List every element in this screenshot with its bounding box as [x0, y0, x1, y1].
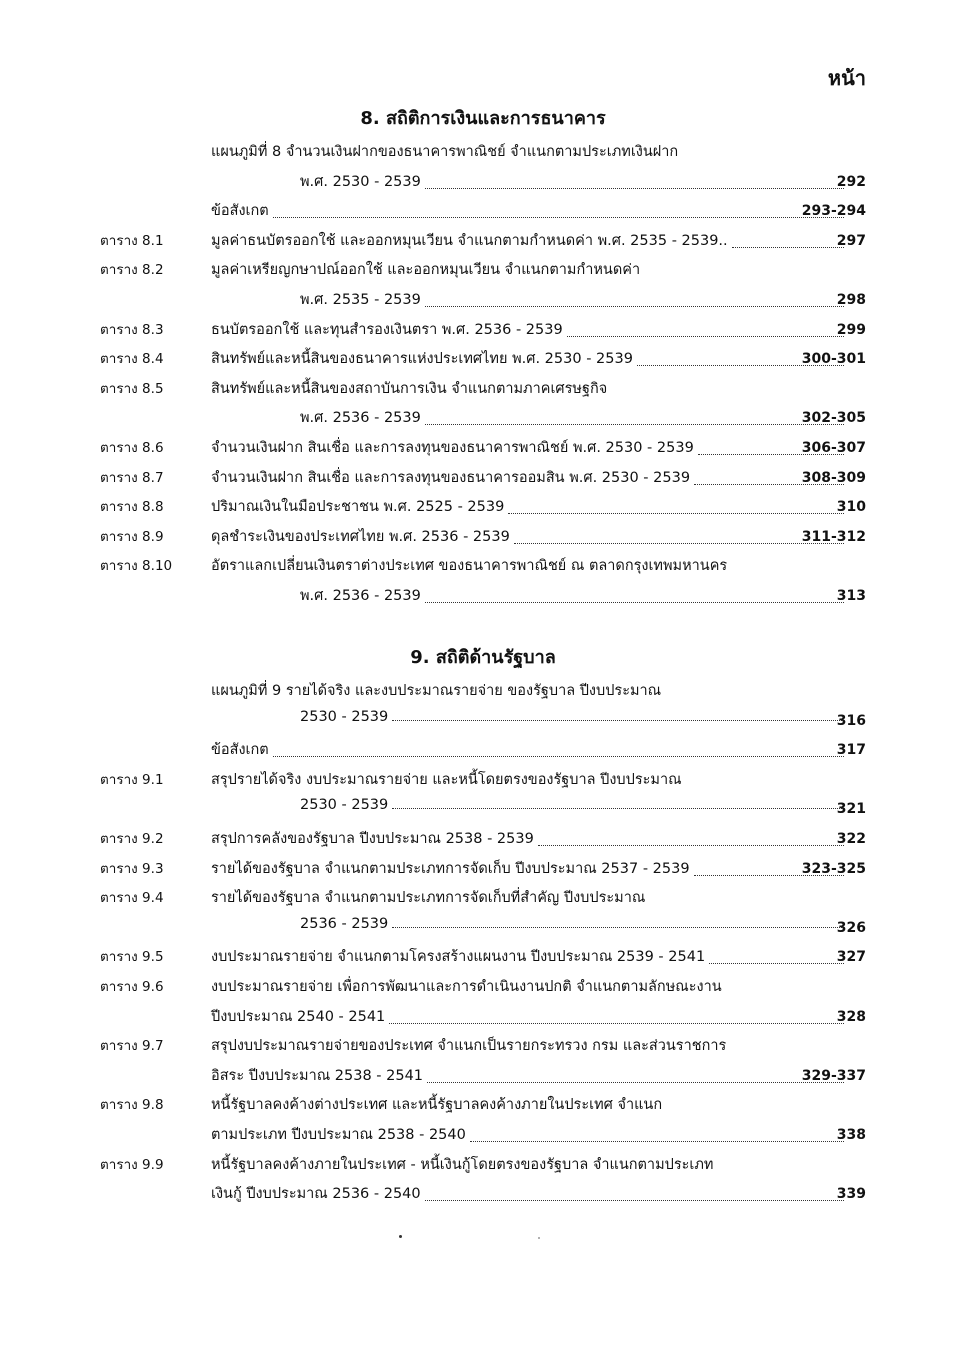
entry-page-number: 310	[836, 499, 866, 516]
entry-text	[211, 679, 848, 702]
page-column-label: หน้า	[827, 66, 866, 90]
entry-code: ตาราง 8.9	[100, 528, 164, 545]
toc-entry	[0, 1176, 966, 1206]
entry-title: สินทรัพย์และหนี้สินของธนาคารแห่งประเทศไทย พ.ศ. 2530 - 2539	[211, 351, 633, 368]
entry-title: สรุปรายได้จริง งบประมาณรายจ่าย และหนี้โดยตรงของรัฐบาล ปีงบประมาณ	[211, 771, 682, 788]
entry-page-number: 308-309	[801, 469, 866, 486]
entry-text	[211, 1182, 848, 1205]
entry-code: ตาราง 9.9	[100, 1156, 164, 1173]
toc-entry	[0, 999, 966, 1029]
entry-title: มูลค่าธนบัตรออกใช้ และออกหมุนเวียน จำแนกตามกำหนดค่า พ.ศ. 2535 - 2539..	[211, 232, 728, 249]
entry-title: ปีงบประมาณ 2540 - 2541	[211, 1008, 386, 1025]
toc-entry	[0, 1058, 966, 1088]
toc-entry	[0, 910, 966, 940]
toc-entry	[0, 489, 966, 519]
entry-text	[211, 554, 848, 577]
entry-page-number: 339	[836, 1186, 866, 1203]
entry-page-number: 300-301	[801, 351, 866, 368]
entry-page-number: 326	[836, 919, 866, 936]
entry-text	[211, 258, 848, 281]
entry-code: ตาราง 9.8	[100, 1097, 164, 1114]
scan-dot	[399, 1235, 402, 1238]
entry-page-number: 328	[836, 1008, 866, 1025]
toc-entry	[0, 164, 966, 194]
entry-title: หนี้รัฐบาลคงค้างต่างประเทศ และหนี้รัฐบาลคงค้างภายในประเทศ จำแนก	[211, 1097, 663, 1114]
entry-code: ตาราง 9.2	[100, 830, 164, 847]
toc-entry	[0, 460, 966, 490]
toc-entry	[0, 282, 966, 312]
entry-text	[300, 288, 848, 311]
entry-text	[211, 738, 848, 761]
entry-code: ตาราง 8.10	[100, 558, 173, 575]
entry-code: ตาราง 9.4	[100, 890, 164, 907]
section-finance-banking	[0, 104, 966, 608]
entry-code: ตาราง 9.5	[100, 949, 164, 966]
entry-title: 2536 - 2539	[300, 915, 389, 932]
toc-entry	[0, 673, 966, 703]
entry-title: ข้อสังเกต	[211, 742, 269, 759]
entry-text	[211, 1005, 848, 1028]
entry-title: แผนภูมิที่ 9 รายได้จริง และงบประมาณรายจ่าย ของรัฐบาล ปีงบประมาณ	[211, 683, 662, 699]
entry-text	[211, 525, 848, 548]
entry-code: ตาราง 8.6	[100, 439, 164, 456]
entry-text	[211, 495, 848, 518]
entry-title: 2530 - 2539	[300, 797, 389, 814]
scan-dot	[538, 1237, 540, 1239]
entry-text	[211, 229, 848, 252]
entry-code: ตาราง 8.8	[100, 499, 164, 516]
toc-entry	[0, 1117, 966, 1147]
entry-title: ข้อสังเกต	[211, 203, 269, 220]
entry-page-number: 298	[836, 291, 866, 308]
toc-entry	[0, 762, 966, 792]
entry-code: ตาราง 9.1	[100, 771, 164, 788]
entry-code: ตาราง 8.1	[100, 232, 164, 249]
entry-code: ตาราง 8.2	[100, 262, 164, 279]
entry-text	[211, 827, 848, 850]
toc-entry	[0, 1147, 966, 1177]
toc-entry	[0, 193, 966, 223]
toc-entry	[0, 519, 966, 549]
entry-page-number: 297	[836, 232, 866, 249]
entry-page-number: 293-294	[801, 203, 866, 220]
entry-text	[300, 170, 848, 193]
entry-page-number: 321	[836, 801, 866, 818]
entry-text	[211, 347, 848, 370]
entry-page-number: 302-305	[801, 410, 866, 427]
entry-page-number: 317	[836, 742, 866, 759]
entry-title: สรุปการคลังของรัฐบาล ปีงบประมาณ 2538 - 2539	[211, 830, 534, 847]
entry-title: รายได้ของรัฐบาล จำแนกตามประเภทการจัดเก็บ ปีงบประมาณ 2537 - 2539	[211, 860, 690, 877]
entry-title: แผนภูมิที่ 8 จำนวนเงินฝากของธนาคารพาณิชย์ จำแนกตามประเภทเงินฝาก	[211, 144, 679, 160]
entry-title: พ.ศ. 2535 - 2539	[300, 291, 421, 308]
toc-entry	[0, 430, 966, 460]
toc-entry	[0, 341, 966, 371]
entry-code: ตาราง 8.3	[100, 321, 164, 338]
entry-code: ตาราง 8.4	[100, 351, 164, 368]
toc-list	[0, 673, 966, 1206]
entry-text	[211, 886, 848, 909]
entry-title: อัตราแลกเปลี่ยนเงินตราต่างประเทศ ของธนาคารพาณิชย์ ณ ตลาดกรุงเทพมหานคร	[211, 558, 728, 575]
entry-text	[300, 584, 848, 607]
section-government	[0, 643, 966, 1206]
entry-title: จำนวนเงินฝาก สินเชื่อ และการลงทุนของธนาคารออมสิน พ.ศ. 2530 - 2539	[211, 469, 691, 486]
toc-entry	[0, 400, 966, 430]
entry-text	[211, 1123, 848, 1146]
entry-title: พ.ศ. 2530 - 2539	[300, 173, 421, 190]
entry-title: พ.ศ. 2536 - 2539	[300, 587, 421, 604]
entry-page-number: 316	[836, 712, 866, 729]
entry-page-number: 329-337	[801, 1067, 866, 1084]
entry-text	[211, 466, 848, 489]
dot-leader	[273, 199, 844, 218]
toc-entry	[0, 223, 966, 253]
entry-text	[211, 857, 848, 880]
entry-text	[211, 377, 848, 400]
entry-title: ธนบัตรออกใช้ และทุนสำรองเงินตรา พ.ศ. 2536 - 2539	[211, 321, 563, 338]
entry-text	[211, 975, 848, 998]
toc-entry	[0, 1028, 966, 1058]
toc-list	[0, 134, 966, 608]
entry-page-number: 311-312	[801, 528, 866, 545]
toc-entry	[0, 791, 966, 821]
entry-text	[300, 797, 848, 813]
entry-text	[300, 709, 848, 725]
entry-page-number: 299	[836, 321, 866, 338]
toc-entry	[0, 732, 966, 762]
entry-title: ตามประเภท ปีงบประมาณ 2538 - 2540	[211, 1126, 466, 1143]
entry-page-number: 323-325	[801, 860, 866, 877]
entry-title: จำนวนเงินฝาก สินเชื่อ และการลงทุนของธนาคารพาณิชย์ พ.ศ. 2530 - 2539	[211, 439, 694, 456]
entry-code: ตาราง 9.6	[100, 978, 164, 995]
entry-code: ตาราง 9.7	[100, 1038, 164, 1055]
toc-entry	[0, 939, 966, 969]
entry-page-number: 338	[836, 1126, 866, 1143]
entry-code: ตาราง 8.7	[100, 469, 164, 486]
entry-code: ตาราง 8.5	[100, 380, 164, 397]
entry-title: 2530 - 2539	[300, 708, 389, 725]
toc-entry	[0, 880, 966, 910]
entry-page-number: 292	[836, 173, 866, 190]
entry-text	[300, 406, 848, 429]
entry-title: เงินกู้ ปีงบประมาณ 2536 - 2540	[211, 1186, 421, 1203]
entry-title: รายได้ของรัฐบาล จำแนกตามประเภทการจัดเก็บที่สำคัญ ปีงบประมาณ	[211, 890, 646, 907]
toc-entry	[0, 312, 966, 342]
entry-page-number: 322	[836, 830, 866, 847]
dot-leader	[273, 738, 844, 757]
entry-title: สรุปงบประมาณรายจ่ายของประเทศ จำแนกเป็นรายกระทรวง กรม และส่วนราชการ	[211, 1038, 727, 1055]
toc-entry	[0, 851, 966, 881]
toc-entry	[0, 1087, 966, 1117]
toc-entry	[0, 703, 966, 733]
entry-title: ปริมาณเงินในมือประชาชน พ.ศ. 2525 - 2539	[211, 499, 505, 516]
entry-title: งบประมาณรายจ่าย จำแนกตามโครงสร้างแผนงาน ปีงบประมาณ 2539 - 2541	[211, 949, 706, 966]
entry-text	[211, 945, 848, 968]
toc-entry	[0, 134, 966, 164]
toc-entry	[0, 548, 966, 578]
page-header	[0, 0, 966, 100]
toc-entry	[0, 578, 966, 608]
entry-title: ดุลชำระเงินของประเทศไทย พ.ศ. 2536 - 2539	[211, 528, 510, 545]
entry-title: มูลค่าเหรียญกษาปณ์ออกใช้ และออกหมุนเวียน จำแนกตามกำหนดค่า	[211, 262, 641, 279]
entry-text	[211, 1153, 848, 1176]
section-title: 8. สถิติการเงินและการธนาคาร	[360, 108, 606, 129]
entry-title: งบประมาณรายจ่าย เพื่อการพัฒนาและการดำเนินงานปกติ จำแนกตามลักษณะงาน	[211, 978, 722, 995]
entry-text	[211, 199, 848, 222]
entry-title: หนี้รัฐบาลคงค้างภายในประเทศ - หนี้เงินกู้โดยตรงของรัฐบาล จำแนกตามประเภท	[211, 1156, 714, 1173]
entry-text	[211, 318, 848, 341]
entry-page-number: 306-307	[801, 439, 866, 456]
entry-title: พ.ศ. 2536 - 2539	[300, 410, 421, 427]
entry-text	[211, 1064, 848, 1087]
toc-entry	[0, 371, 966, 401]
entry-page-number: 327	[836, 949, 866, 966]
entry-text	[211, 1034, 848, 1057]
scan-marks	[0, 1232, 966, 1242]
toc-entry	[0, 969, 966, 999]
entry-title: สินทรัพย์และหนี้สินของสถาบันการเงิน จำแนกตามภาคเศรษฐกิจ	[211, 380, 608, 397]
entry-code: ตาราง 9.3	[100, 860, 164, 877]
entry-text	[211, 436, 848, 459]
toc-entry	[0, 821, 966, 851]
entry-text	[211, 140, 848, 163]
entry-text	[300, 916, 848, 932]
entry-text	[211, 1093, 848, 1116]
entry-page-number: 313	[836, 587, 866, 604]
entry-text	[211, 768, 848, 791]
section-title: 9. สถิติด้านรัฐบาล	[410, 647, 556, 668]
entry-title: อิสระ ปีงบประมาณ 2538 - 2541	[211, 1067, 424, 1084]
toc-entry	[0, 252, 966, 282]
